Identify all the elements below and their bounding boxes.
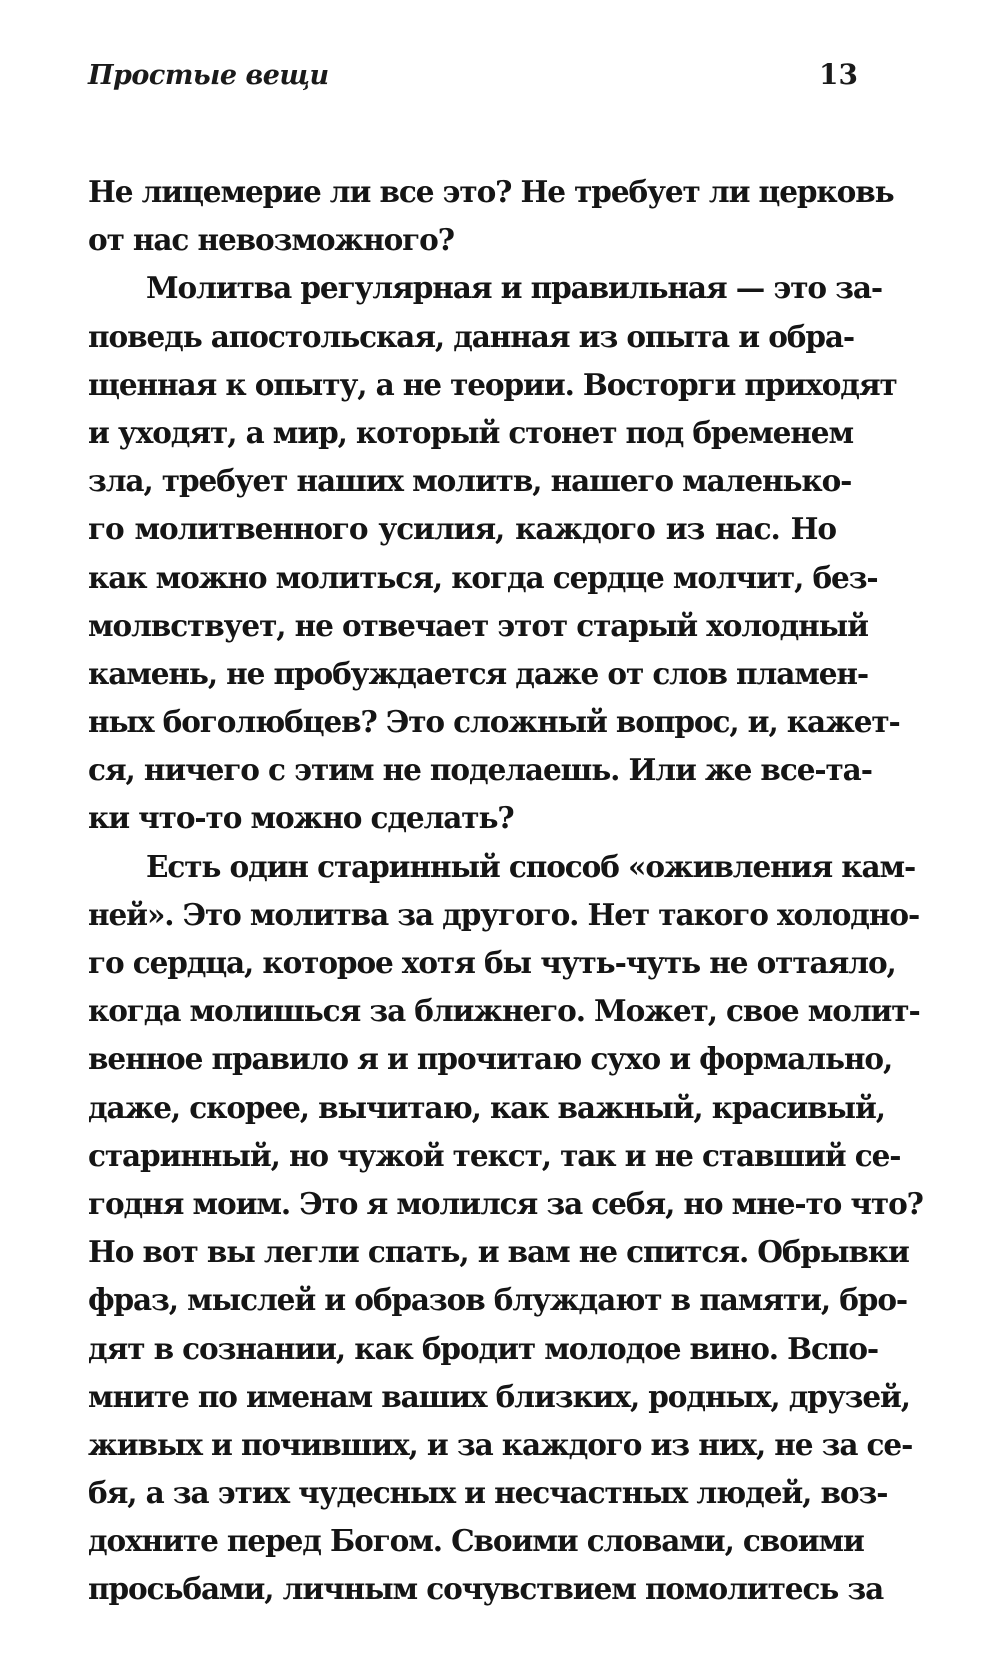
text-line: го молитвенного усилия, каждого из нас. Но <box>88 511 836 547</box>
body-text <box>88 168 923 1614</box>
text-line: ки что-то можно сделать? <box>88 800 514 836</box>
text-line: когда молишься за ближнего. Может, свое молит- <box>88 993 920 1029</box>
text-line: и уходят, а мир, который стонет под бременем <box>88 414 853 450</box>
text-line: старинный, но чужой текст, так и не ставший се- <box>88 1137 901 1173</box>
text-line: фраз, мыслей и образов блуждают в памяти, бро- <box>88 1282 908 1318</box>
text-line: го сердца, которое хотя бы чуть-чуть не оттаяло, <box>88 945 896 980</box>
text-line: венное правило я и прочитаю сухо и формально, <box>88 1041 893 1077</box>
text-line: годня моим. Это я молился за себя, но мне-то что? <box>88 1185 923 1221</box>
text-line: Не лицемерие ли все это? Не требует ли церковь <box>88 174 894 209</box>
text-line: дят в сознании, как бродит молодое вино. Вспо- <box>88 1330 879 1366</box>
text-line: камень, не пробуждается даже от слов пламен- <box>88 655 869 691</box>
text-line: ся, ничего с этим не поделаешь. Или же все-та- <box>88 752 872 788</box>
text-line: щенная к опыту, а не теории. Восторги приходят <box>88 366 897 402</box>
text-line: мните по именам ваших близких, родных, друзей, <box>88 1378 910 1414</box>
text-line: от нас невозможного? <box>88 222 454 258</box>
text-line: Но вот вы легли спать, и вам не спится. Обрывки <box>88 1234 909 1270</box>
text-line: поведь апостольская, данная из опыта и обра- <box>88 318 855 354</box>
text-line: ных боголюбцев? Это сложный вопрос, и, кажет- <box>88 704 900 740</box>
text-line: бя, а за этих чудесных и несчастных людей, воз- <box>88 1475 888 1511</box>
text-line: живых и почивших, и за каждого из них, не за се- <box>88 1426 913 1462</box>
running-title: Простые вещи <box>88 60 329 91</box>
text-line: Есть один старинный способ «оживления кам- <box>146 848 916 884</box>
text-line: ней». Это молитва за другого. Нет такого холодно- <box>88 896 920 932</box>
text-line: зла, требует наших молитв, нашего маленько- <box>88 463 852 499</box>
text-line: дохните перед Богом. Своими словами, своими <box>88 1523 864 1559</box>
text-line: как можно молиться, когда сердце молчит, без- <box>88 559 878 595</box>
text-line: молвствует, не отвечает этот старый холодный <box>88 607 868 643</box>
text-line: даже, скорее, вычитаю, как важный, красивый, <box>88 1089 885 1125</box>
text-line: Молитва регулярная и правильная — это за- <box>146 270 883 306</box>
text-line: просьбами, личным сочувствием помолитесь за <box>88 1571 884 1607</box>
page-number: 13 <box>819 58 858 91</box>
